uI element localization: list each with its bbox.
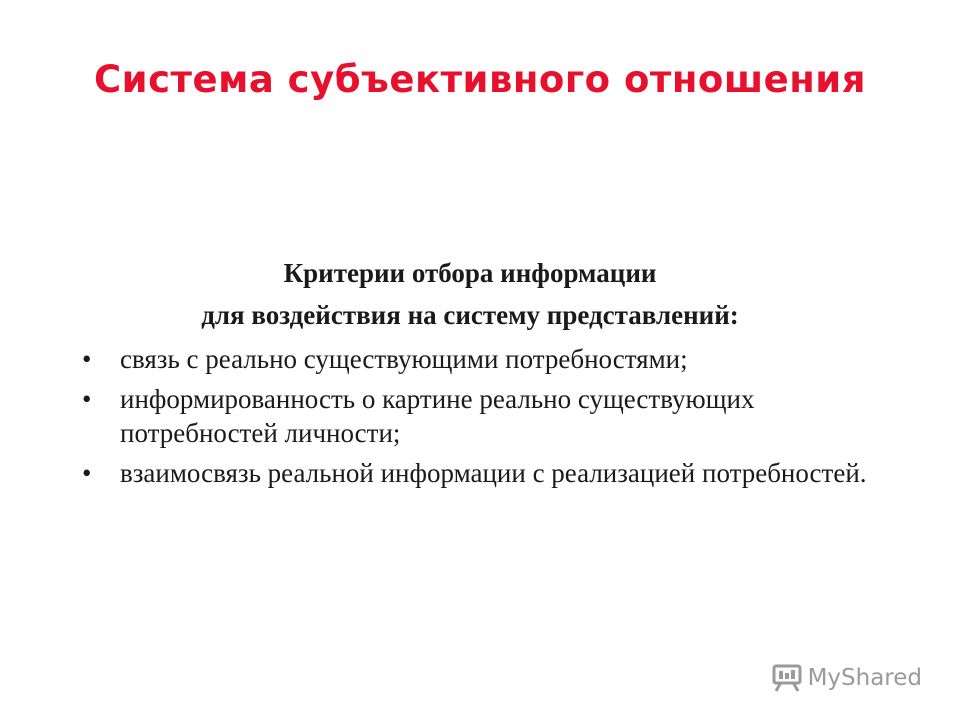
list-item <box>80 342 900 376</box>
slide-content <box>80 252 900 490</box>
list-item-text: информированность о картине реально существующих потребностей личности; <box>120 384 755 448</box>
bullet-marker: • <box>82 384 92 414</box>
list-item <box>80 456 900 490</box>
myshared-watermark[interactable] <box>772 664 922 692</box>
criteria-heading-line-2: для воздействия на систему представлений: <box>201 300 739 330</box>
watermark-text: MyShared <box>807 665 922 691</box>
list-item <box>80 382 900 450</box>
list-item-text: связь с реально существующими потребностями; <box>120 344 688 374</box>
criteria-heading-line-1: Критерии отбора информации <box>283 258 657 288</box>
criteria-list <box>80 342 900 490</box>
bullet-marker: • <box>82 344 92 374</box>
bullet-marker: • <box>82 458 92 488</box>
presentation-board-icon <box>772 664 802 692</box>
list-item-text: взаимосвязь реальной информации с реализацией потребностей. <box>120 458 867 488</box>
slide-title: Система субъективного отношения <box>94 58 866 101</box>
